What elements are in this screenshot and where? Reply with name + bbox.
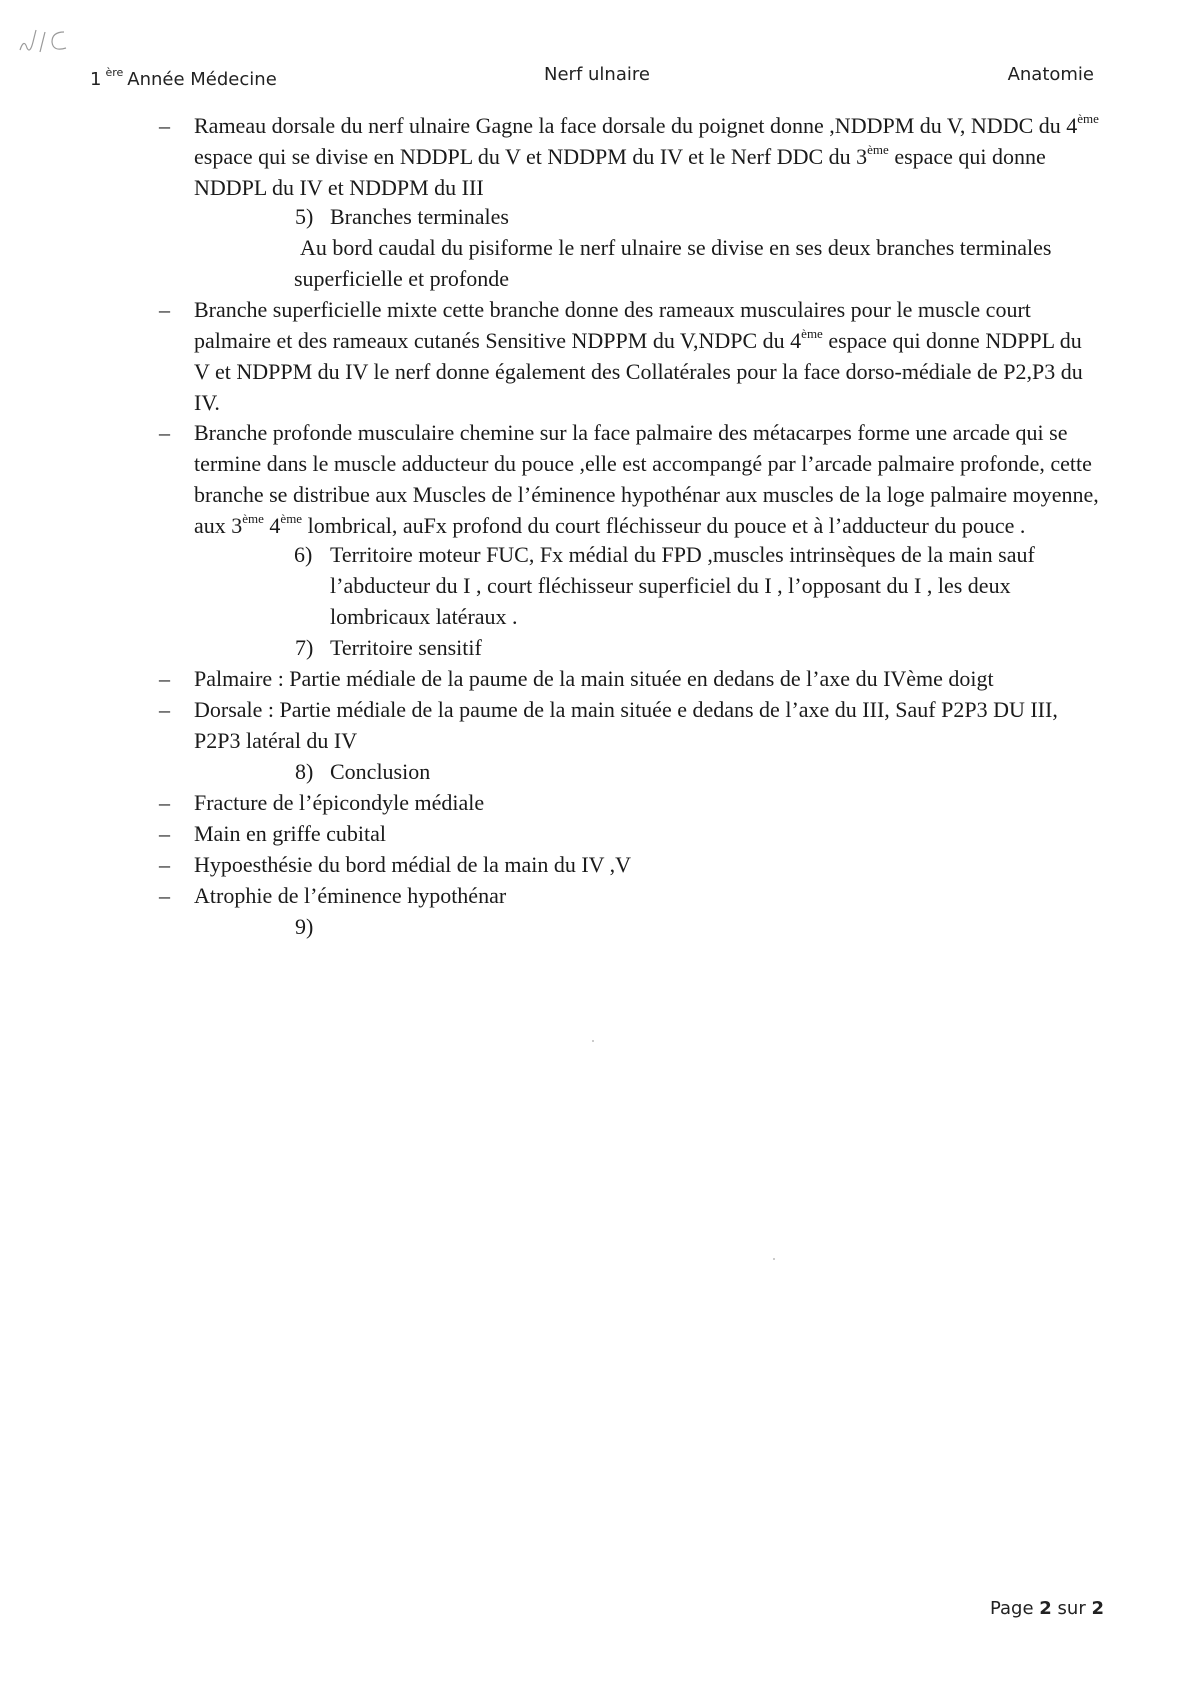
page-header	[90, 62, 1094, 90]
section-heading-5: 5) Branches terminales	[295, 204, 509, 229]
bullet-dash: –	[159, 113, 170, 138]
page-total: 2	[1091, 1598, 1104, 1619]
bullet-dash: –	[159, 420, 170, 445]
list-item-rameau-dorsal: – Rameau dorsale du nerf ulnaire Gagne la face dorsale du poignet donne ,NDDPM du V, NDDC du 4ème espace qui se divise en NDDPL du V et NDDPM du IV et le Nerf DDC du 3ème espace qui donne NDDPL du IV et NDDPM du III	[159, 111, 1099, 200]
header-course: 1 $^{ère}$ Année Médecine	[90, 66, 277, 90]
paragraph-branches-terminales: Au bord caudal du pisiforme le nerf ulnaire se divise en ses deux branches terminales superficielle et profonde	[294, 235, 1052, 291]
document-body	[159, 110, 1099, 942]
page-label: Page	[989, 1598, 1034, 1619]
bullet-dash: –	[159, 790, 170, 815]
bullet-dash: –	[159, 697, 170, 722]
list-item-fracture: – Fracture de l’épicondyle médiale	[159, 787, 1099, 818]
bullet-dash: –	[159, 821, 170, 846]
bullet-dash: –	[159, 666, 170, 691]
handwritten-mark	[18, 24, 78, 58]
header-title: Nerf ulnaire	[544, 64, 650, 85]
section-heading-7: 7) Territoire sensitif	[295, 635, 482, 660]
list-item-atrophie: – Atrophie de l’éminence hypothénar	[159, 880, 1099, 911]
list-item-griffe: – Main en griffe cubital	[159, 818, 1099, 849]
header-subject: Anatomie	[1007, 64, 1094, 85]
bullet-dash: –	[159, 883, 170, 908]
list-item-branche-superficielle: – Branche superficielle mixte cette branche donne des rameaux musculaires pour le muscle court palmaire et des rameaux cutanés Sensitive NDPPM du V,NDPC du 4ème espace qui donne NDPPL du V et NDPPM du IV le nerf donne également des Collatérales pour la face dorso-médiale de P2,P3 du IV.	[159, 294, 1099, 418]
scan-speck	[592, 1040, 594, 1042]
list-item-dorsale: – Dorsale : Partie médiale de la paume de la main située e dedans de l’axe du III, Sauf P2P3 DU III, P2P3 latéral du IV	[159, 694, 1099, 756]
list-item-branche-profonde: – Branche profonde musculaire chemine sur la face palmaire des métacarpes forme une arcade qui se termine dans le muscle adducteur du pouce ,elle est accompangé par l’arcade palmaire profonde, cette branche se distribue aux Muscles de l’éminence hypothénar aux muscles de la loge palmaire moyenne, aux 3ème 4ème lombrical, auFx profond du court fléchisseur du pouce et à l’adducteur du pouce .	[159, 417, 1099, 541]
section-heading-6: 6) Territoire moteur FUC, Fx médial du FPD ,muscles intrinsèques de la main sauf l’abducteur du I , court fléchisseur superficiel du I , l’opposant du I , les deux lombricaux latéraux .	[294, 542, 1035, 629]
list-item-hypoesthesie: – Hypoesthésie du bord médial de la main du IV ,V	[159, 849, 1099, 880]
list-item-palmaire: – Palmaire : Partie médiale de la paume de la main située en dedans de l’axe du IVème doigt	[159, 663, 1099, 694]
section-heading-8: 8) Conclusion	[295, 759, 431, 784]
bullet-dash: –	[159, 297, 170, 322]
scan-speck	[773, 1258, 775, 1260]
page-current: 2	[1039, 1598, 1052, 1619]
section-heading-9: 9)	[295, 914, 314, 939]
page-footer	[990, 1598, 1104, 1619]
page-of-label: sur	[1057, 1598, 1086, 1619]
bullet-dash: –	[159, 852, 170, 877]
